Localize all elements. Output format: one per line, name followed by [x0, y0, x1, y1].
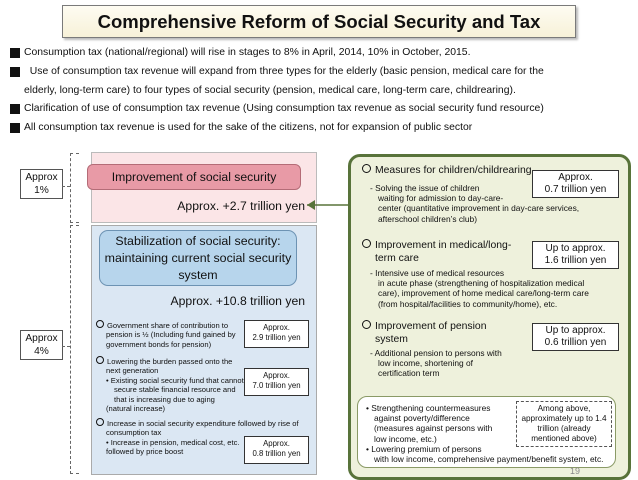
square-bullet-icon [10, 48, 20, 58]
improvement-label: Improvement of social security [87, 164, 301, 190]
brace-top-connector [62, 186, 70, 187]
stabilization-label: Stabilization of social security: maintaining current social security system [99, 230, 297, 286]
circle-bullet-icon [96, 320, 104, 328]
amount-box-7-0: Approx. 7.0 trillion yen [244, 368, 309, 396]
amount-box-2-9: Approx. 2.9 trillion yen [244, 320, 309, 348]
brace-top [70, 153, 79, 223]
circle-bullet-icon [96, 356, 104, 364]
bullet-continuation: elderly, long-term care) to four types of social security (pension, medical care, long-term care, childrearing). [24, 84, 516, 96]
square-bullet-icon [10, 123, 20, 133]
measure-medical-details: - Intensive use of medical resources in acute phase (strengthening of hospitalization medical care), improvement of home medical care/long-term care (from hospital/facilities to community/home), etc. [370, 268, 589, 309]
improvement-amount: Approx. +2.7 trillion yen [177, 199, 305, 213]
stabilization-item-expenditure-increase: Increase in social security expenditure followed by rise of consumption tax • Increase in pension, medical cost, etc. followed by price boost [96, 418, 311, 457]
bullet-item: Consumption tax (national/regional) will rise in stages to 8% in April, 2014, 10% in October, 2015. [8, 44, 630, 63]
measure-children-heading: Measures for children/childrearing [362, 164, 552, 177]
stabilization-amount: Approx. +10.8 trillion yen [170, 294, 305, 308]
amount-box-pension: Up to approx. 0.6 trillion yen [532, 323, 619, 351]
amount-box-children: Approx. 0.7 trillion yen [532, 170, 619, 198]
measure-pension-heading: Improvement of pension system [362, 320, 532, 346]
amount-box-0-8: Approx. 0.8 trillion yen [244, 436, 309, 464]
circle-bullet-icon [96, 418, 104, 426]
already-mentioned-note: Among above, approximately up to 1.4 trillion (already mentioned above) [516, 401, 612, 447]
summary-bullets [8, 44, 630, 138]
page-number: 19 [569, 466, 580, 476]
bullet-item: Use of consumption tax revenue will expand from three types for the elderly (basic pension, medical care for the [8, 63, 630, 82]
page-title: Comprehensive Reform of Social Security and Tax [97, 10, 541, 32]
circle-bullet-icon [362, 239, 371, 248]
amount-box-medical: Up to approx. 1.6 trillion yen [532, 241, 619, 269]
square-bullet-icon [10, 67, 20, 77]
measure-children-details: - Solving the issue of children waiting for admission to day-care- center (quantitative improvement in day-care services, afterschool children’s club) [370, 183, 580, 224]
approx-4-percent-tag: Approx 4% [20, 330, 63, 360]
stabilization-item-next-generation: Lowering the burden passed onto the next generation • Existing social security fund that cannot secure stable financial resource and that is increasing due to aging (natural increase) [96, 356, 256, 413]
brace-bottom [70, 225, 79, 474]
bullet-item: Clarification of use of consumption tax revenue (Using consumption tax revenue as social security fund resource) [8, 100, 630, 119]
approx-1-percent-tag: Approx 1% [20, 169, 63, 199]
title-banner [62, 5, 576, 38]
measure-medical-heading: Improvement in medical/long- term care [362, 239, 532, 265]
circle-bullet-icon [362, 320, 371, 329]
bullet-item: All consumption tax revenue is used for the sake of the citizens, not for expansion of public sector [8, 119, 630, 138]
circle-bullet-icon [362, 164, 371, 173]
brace-bottom-connector [62, 346, 70, 347]
measure-pension-details: - Additional pension to persons with low income, shortening of certification term [370, 348, 502, 379]
square-bullet-icon [10, 104, 20, 114]
countermeasures-text: • Strengthening countermeasures against poverty/difference (measures against persons with low income, etc.) • Lowering premium of persons with low income, comprehensive payment/benefit system, etc. [366, 403, 604, 465]
stabilization-item-pension-share: Government share of contribution to pension is ½ (Including fund gained by government bonds for pension) [96, 320, 256, 349]
